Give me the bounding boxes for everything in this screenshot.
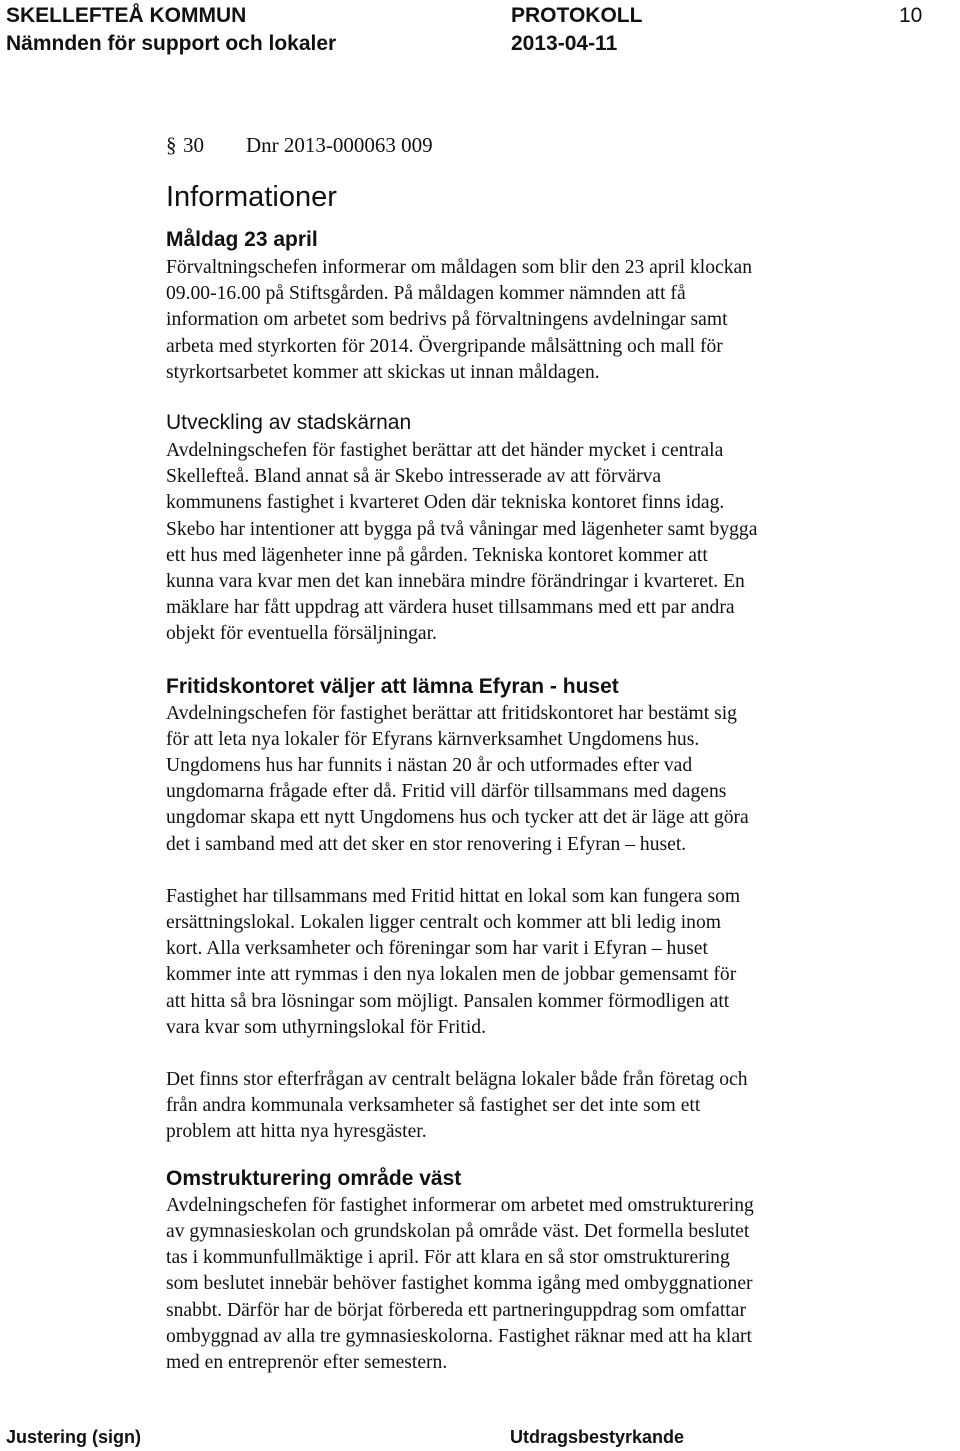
block-stadskarnan	[166, 410, 856, 648]
extract-certification-label: Utdragsbestyrkande	[510, 1427, 685, 1447]
block-omstrukturering	[166, 1166, 856, 1376]
text-line: styrkortsarbetet kommer att skickas ut innan måldagen.	[166, 361, 600, 383]
text-line: Avdelningschefen för fastighet berättar att fritidskontoret har bestämt sig	[166, 702, 737, 724]
content-body	[166, 227, 856, 1376]
section-symbol: §	[166, 133, 177, 157]
text-line: vara kvar som uthyrningslokal för Fritid.	[166, 1016, 486, 1038]
page-number: 10	[899, 4, 923, 27]
section-number: 30	[183, 133, 204, 157]
text-line: information om arbetet som bedrivs på förvaltningens avdelningar samt	[166, 309, 728, 331]
text-line: Skebo har intentioner att bygga på två våningar med lägenheter samt bygga	[166, 518, 758, 540]
text-line: ungdomar skapa ett nytt Ungdomens hus och tycker att det är läge att göra	[166, 807, 749, 829]
text-line: det i samband med att det sker en stor renovering i Efyran – huset.	[166, 833, 687, 855]
organization-name: SKELLEFTEÅ KOMMUN	[6, 4, 247, 27]
text-line: Ungdomens hus har funnits i nästan 20 år och utformades efter vad	[166, 755, 693, 777]
paragraph	[166, 701, 856, 858]
block-fritidskontoret	[166, 674, 856, 1146]
paragraph	[166, 1193, 856, 1376]
paragraph	[166, 1067, 856, 1146]
text-line: Fastighet har tillsammans med Fritid hittat en lokal som kan fungera som	[166, 885, 741, 907]
text-line: ombyggnad av alla tre gymnasieskolorna. Fastighet räknar med att ha klart	[166, 1325, 753, 1347]
text-line: arbeta med styrkorten för 2014. Övergripande målsättning och mall för	[166, 335, 723, 357]
paragraph	[166, 884, 856, 1041]
text-line: snabbt. Därför har de börjat förbereda ett partneringuppdrag som omfattar	[166, 1299, 746, 1321]
text-line: kunna vara kvar men det kan innebära mindre förändringar i kvarteret. En	[166, 571, 745, 593]
block-maldag	[166, 227, 856, 386]
text-line: att hitta så bra lösningar som möjligt. Pansalen kommer förmodligen att	[166, 990, 730, 1012]
text-line: som beslutet innebär behöver fastighet komma igång med ombyggnationer	[166, 1273, 753, 1295]
text-line: kommunens fastighet i kvarteret Oden där tekniska kontoret finns idag.	[166, 492, 725, 514]
text-line: tas i kommunfullmäktige i april. För att klara en så stor omstrukturering	[166, 1247, 730, 1269]
signature-label: Justering (sign)	[6, 1427, 142, 1447]
text-line: kommer inte att rymmas i den nya lokalen men de jobbar gemensamt för	[166, 964, 737, 986]
text-line: Det finns stor efterfrågan av centralt belägna lokaler både från företag och	[166, 1069, 748, 1091]
paragraph	[166, 255, 856, 386]
text-line: för att leta nya lokaler för Efyrans kärnverksamhet Ungdomens hus.	[166, 728, 700, 750]
heading-omstrukturering: Omstrukturering område väst	[166, 1166, 462, 1190]
diary-number: Dnr 2013-000063 009	[246, 133, 433, 157]
text-line: av gymnasieskolan och grundskolan på område väst. Det formella beslutet	[166, 1220, 750, 1242]
text-line: Avdelningschefen för fastighet informerar om arbetet med omstrukturering	[166, 1194, 754, 1216]
heading-stadskarnan: Utveckling av stadskärnan	[166, 411, 412, 435]
meeting-date: 2013-04-11	[511, 32, 618, 55]
document-type: PROTOKOLL	[511, 4, 643, 27]
text-line: mäklare har fått uppdrag att värdera huset tillsammans med ett par andra	[166, 597, 735, 619]
text-line: Avdelningschefen för fastighet berättar att det händer mycket i centrala	[166, 440, 724, 462]
text-line: 09.00-16.00 på Stiftsgården. På måldagen kommer nämnden att få	[166, 283, 686, 305]
text-line: från andra kommunala verksamheter så fastighet ser det inte som ett	[166, 1095, 701, 1117]
heading-maldag: Måldag 23 april	[166, 228, 318, 251]
paragraph	[166, 438, 856, 648]
text-line: med en entreprenör efter semestern.	[166, 1351, 448, 1373]
heading-fritidskontoret: Fritidskontoret väljer att lämna Efyran - huset	[166, 674, 619, 698]
text-line: Skellefteå. Bland annat så är Skebo intresserade av att förvärva	[166, 466, 662, 488]
text-line: objekt för eventuella försäljningar.	[166, 623, 437, 645]
committee-name: Nämnden för support och lokaler	[6, 32, 337, 55]
text-line: problem att hitta nya hyresgäster.	[166, 1121, 427, 1143]
text-line: ungdomarna frågade efter då. Fritid vill därför tillsammans med dagens	[166, 781, 727, 803]
text-line: kort. Alla verksamheter och föreningar som har varit i Efyran – huset	[166, 938, 708, 960]
text-line: ett hus med lägenheter inne på gården. Tekniska kontoret kommer att	[166, 544, 708, 566]
text-line: ersättningslokal. Lokalen ligger centralt och kommer att bli ledig inom	[166, 912, 722, 934]
text-line: Förvaltningschefen informerar om måldagen som blir den 23 april klockan	[166, 257, 753, 278]
page-title: Informationer	[166, 181, 337, 213]
